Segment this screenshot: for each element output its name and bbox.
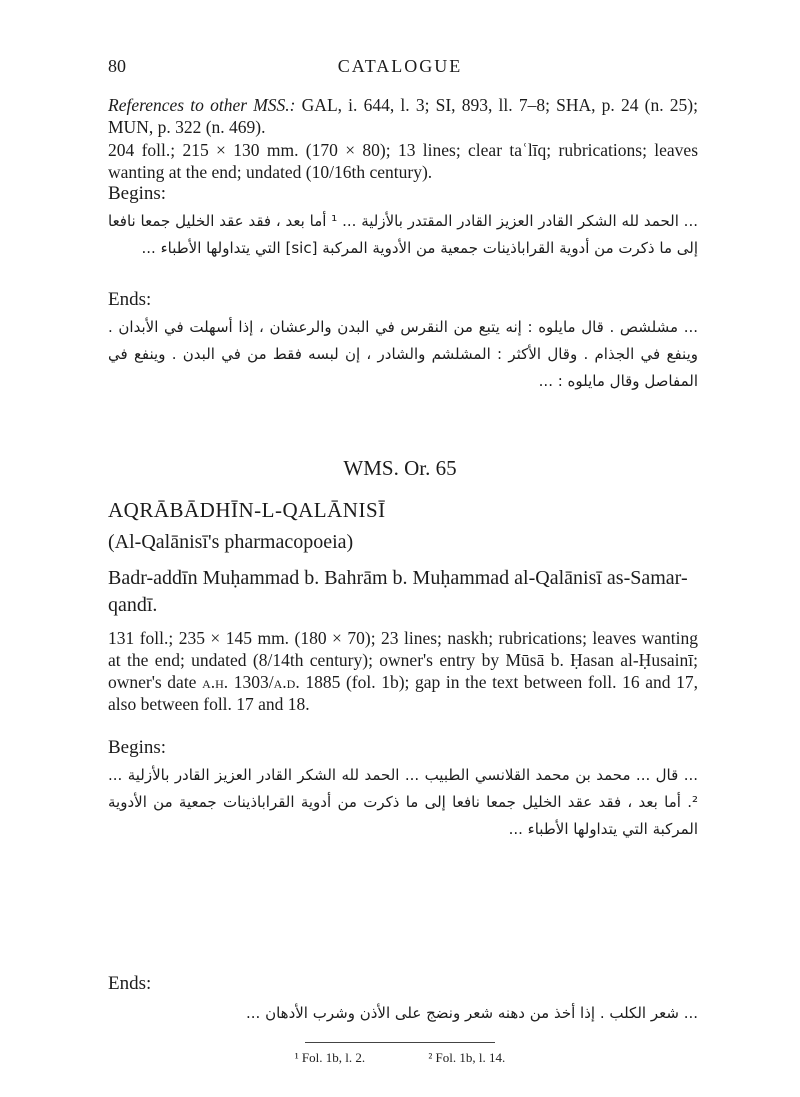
- begins-arabic-prev: ... الحمد لله الشكر القادر العزيز القادر المقتدر بالأزلية ... ¹ أما بعد ، فقد عقد الخليل جمعا نافعا إلى ما ذكرت من أدوية القراباذينات جمعية من الأدوية المركبة [sic] التي يتداولها الأطباء ...: [108, 212, 698, 257]
- references-label: References to other MSS.:: [108, 95, 296, 115]
- footnote-rule: [305, 1042, 495, 1043]
- physical-part-a: 131 foll.; 235 × 145 mm. (180 × 70); 23 lines; naskh; rubrications; leaves wanting at the end; undated (8/14th century); owner's entry by Mūsā b. Ḥasan al-Ḥusainī; owner's date: [108, 628, 698, 692]
- references-paragraph: [108, 94, 698, 138]
- begins-label-prev: Begins:: [108, 183, 167, 204]
- physical-part-c: 1885 (fol. 1b); gap in the text between foll. 16 and 17, also between foll. 17 and 18.: [108, 672, 698, 714]
- ends-arabic: ... شعر الكلب . إذا أخذ من دهنه شعر ونضج على الأذن وشرب الأدهان ...: [246, 1004, 698, 1022]
- ends-arabic-prev: ... مشلشص . قال مايلوه : إنه يتبع من النقرس في البدن والرعشان ، إذا أسهلت في الأبدان . وينفع في الجذام . وقال الأكثر : المشلشم والشادر ، إن لبسه فقط من في البدن . وينفع في المفاصل وقال مايلوه : ...: [108, 318, 698, 390]
- physical-description-prev: 204 foll.; 215 × 130 mm. (170 × 80); 13 lines; clear taʿlīq; rubrications; leaves wanting at the end; undated (10/16th century).: [108, 140, 698, 182]
- era-ad: a.d.: [273, 672, 300, 692]
- author: Badr-addīn Muḥammad b. Bahrām b. Muḥammad al-Qalānisī as-Samar-qandī.: [108, 567, 688, 616]
- era-ah: a.h.: [202, 672, 229, 692]
- footnotes: [0, 1050, 800, 1066]
- begins-arabic: ... قال ... محمد بن محمد القلانسي الطبيب ... الحمد لله الشكر القادر العزيز القادر بالأزلية ... ². أما بعد ، فقد عقد الخليل جمعا نافعا إلى ما ذكرت من أدوية القراباذينات جمعية من الأدوية المركبة التي يتداولها الأطباء ...: [108, 766, 698, 838]
- ends-label: Ends:: [108, 973, 152, 994]
- ends-label-prev: Ends:: [108, 289, 152, 310]
- footnote-1: ¹ Fol. 1b, l. 2.: [294, 1050, 366, 1065]
- begins-label: Begins:: [108, 737, 167, 758]
- references-text: GAL, i. 644, l. 3; SI, 893, ll. 7–8; SHA, p. 24 (n. 25); MUN, p. 322 (n. 469).: [108, 95, 698, 137]
- physical-part-b: 1303/: [228, 672, 274, 692]
- physical-description: [108, 627, 698, 715]
- work-title: AQRĀBĀDHĪN-L-QALĀNISĪ: [108, 498, 386, 522]
- running-title: CATALOGUE: [337, 56, 463, 76]
- page-number: 80: [108, 56, 126, 76]
- shelfmark-heading: WMS. Or. 65: [343, 456, 457, 480]
- work-subtitle: (Al-Qalānisī's pharmacopoeia): [108, 531, 354, 553]
- footnote-2: ² Fol. 1b, l. 14.: [428, 1050, 506, 1065]
